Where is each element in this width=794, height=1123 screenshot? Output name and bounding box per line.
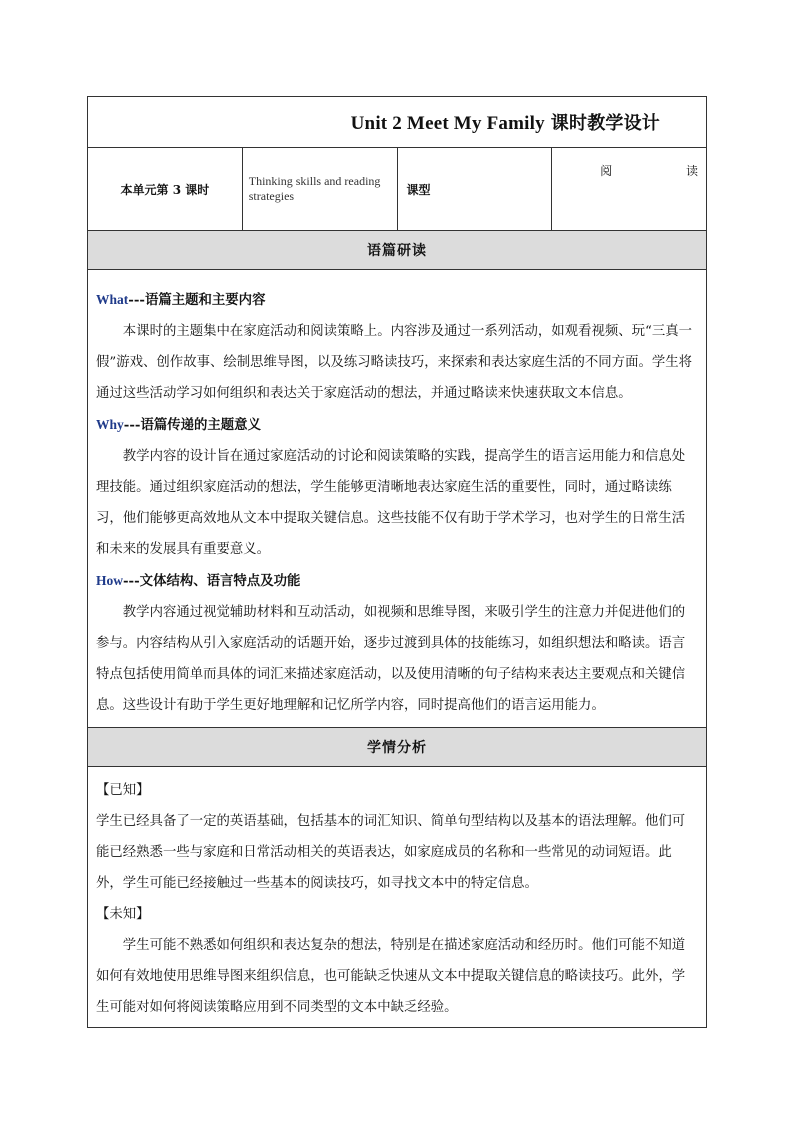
known-paragraph: 学生已经具备了一定的英语基础，包括基本的词汇知识、简单句型结构以及基本的语法理解。他们可能已经熟悉一些与家庭和日常活动相关的英语表达，如家庭成员的名称和一些常见的动词短语。此外，学生可能已经接触过一些基本的阅读技巧，如寻找文本中的特定信息。 [96, 814, 686, 891]
why-label: ---语篇传递的主题意义 [123, 417, 261, 433]
lesson-plan-document [87, 96, 707, 1028]
section-heading-learner-analysis: 学情分析 [88, 728, 707, 767]
what-prefix: What [96, 292, 129, 307]
lesson-type-value [552, 148, 707, 231]
lesson-type-char-1: 阅 [600, 164, 613, 178]
how-heading [96, 565, 698, 597]
document-title [88, 97, 707, 148]
what-label: ---语篇主题和主要内容 [128, 292, 266, 308]
why-paragraph: 教学内容的设计旨在通过家庭活动的讨论和阅读策略的实践，提高学生的语言运用能力和信息处理技能。通过组织家庭活动的想法，学生能够更清晰地表达家庭生活的重要性，同时，通过略读练习，他们能够更高效地从文本中提取关键信息。这些技能不仅有助于学术学习，也对学生的日常生活和未来的发展具有重要意义。 [96, 449, 686, 557]
lesson-type-char-2: 读 [685, 164, 698, 178]
what-paragraph: 本课时的主题集中在家庭活动和阅读策略上。内容涉及通过一系列活动，如观看视频、玩“三真一假”游戏、创作故事、绘制思维导图，以及练习略读技巧，来探索和表达家庭生活的不同方面。学生将通过这些活动学习如何组织和表达关于家庭活动的想法，并通过略读来快速获取文本信息。 [96, 324, 693, 401]
how-prefix: How [96, 573, 123, 588]
lesson-type-label: 课型 [397, 148, 552, 231]
why-prefix: Why [96, 417, 124, 432]
known-label: 【已知】 [96, 783, 150, 798]
title-chinese: 课时教学设计 [550, 113, 660, 134]
unknown-label: 【未知】 [96, 907, 150, 922]
title-english: Unit 2 Meet My Family [350, 113, 545, 134]
unknown-paragraph: 学生可能不熟悉如何组织和表达复杂的想法，特别是在描述家庭活动和经历时。他们可能不知道如何有效地使用思维导图来组织信息，也可能缺乏快速从文本中提取关键信息的略读技巧。此外，学生可能对如何将阅读策略应用到不同类型的文本中缺乏经验。 [96, 938, 686, 1015]
learner-analysis-content [88, 767, 707, 1028]
how-label: ---文体结构、语言特点及功能 [123, 573, 301, 589]
section-heading-text-analysis: 语篇研读 [88, 231, 707, 270]
text-analysis-content [88, 270, 707, 728]
why-heading [96, 409, 698, 441]
what-heading [96, 284, 698, 316]
lesson-number-cell: 本单元第 3 课时 [88, 148, 243, 231]
how-paragraph: 教学内容通过视觉辅助材料和互动活动，如视频和思维导图，来吸引学生的注意力并促进他们的参与。内容结构从引入家庭活动的话题开始，逐步过渡到具体的技能练习，如组织想法和略读。语言特点包括使用简单而具体的词汇来描述家庭活动，以及使用清晰的句子结构来表达主要观点和关键信息。这些设计有助于学生更好地理解和记忆所学内容，同时提高他们的语言运用能力。 [96, 605, 686, 713]
lesson-topic-cell: Thinking skills and reading strategies [242, 148, 397, 231]
lesson-plan-table [87, 96, 707, 1028]
